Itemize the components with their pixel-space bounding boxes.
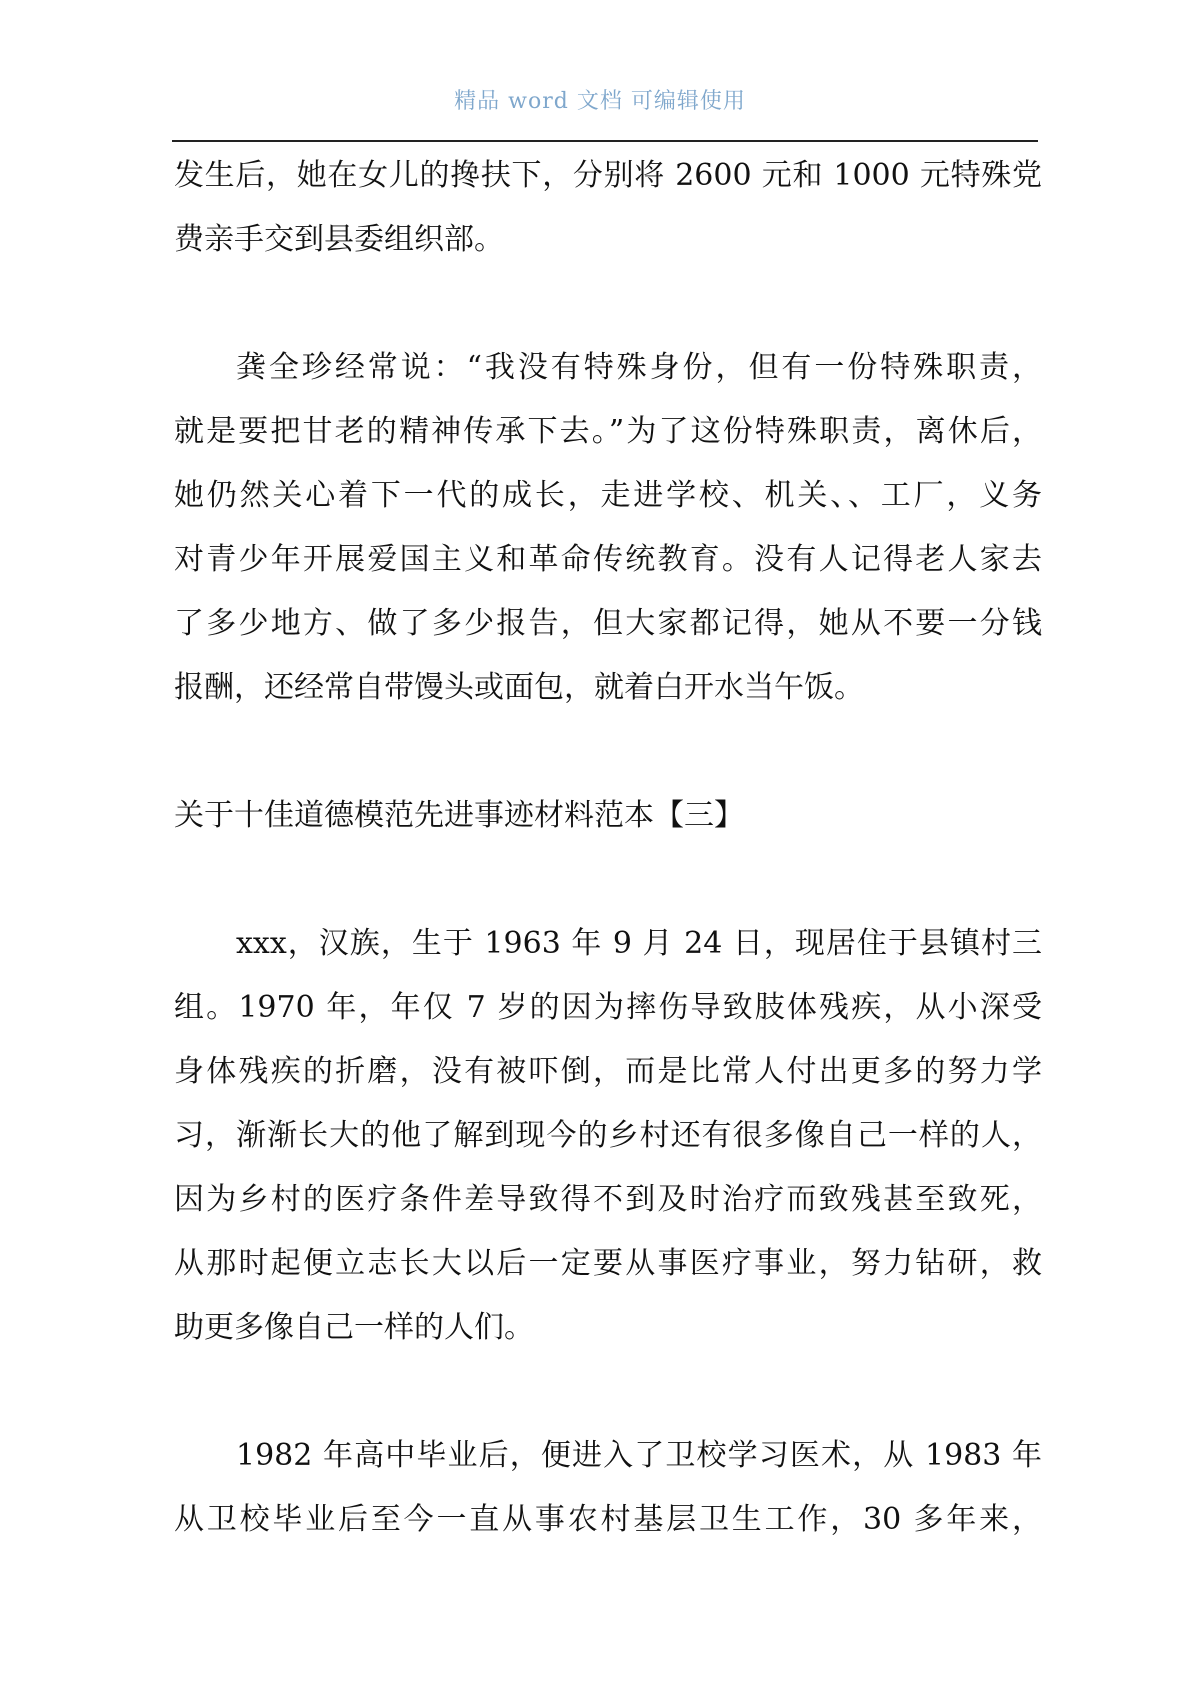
- paragraph-line: 了多少地方、做了多少报告，但大家都记得，她从不要一分钱: [174, 606, 1042, 641]
- paragraph-line: 从卫校毕业后至今一直从事农村基层卫生工作，30 多年来，: [174, 1502, 1042, 1537]
- paragraph-line: 组。1970 年，年仅 7 岁的因为摔伤导致肢体残疾，从小深受: [174, 990, 1042, 1025]
- paragraph-line: 对青少年开展爱国主义和革命传统教育。没有人记得老人家去: [174, 542, 1042, 577]
- paragraph-line: 费亲手交到县委组织部。: [174, 222, 504, 257]
- paragraph-gap: [174, 848, 1042, 912]
- paragraph-line: 龚全珍经常说：“我没有特殊身份，但有一份特殊职责，: [236, 350, 1042, 385]
- section-heading: 关于十佳道德模范先进事迹材料范本【三】: [174, 798, 744, 833]
- paragraph-line: 报酬，还经常自带馒头或面包，就着白开水当午饭。: [174, 670, 864, 705]
- paragraph-line: 助更多像自己一样的人们。: [174, 1310, 534, 1345]
- header-divider: [172, 140, 1038, 142]
- paragraph-line: 因为乡村的医疗条件差导致得不到及时治疗而致残甚至致死，: [174, 1182, 1042, 1217]
- paragraph-line: 发生后，她在女儿的搀扶下，分别将 2600 元和 1000 元特殊党: [174, 158, 1042, 193]
- paragraph-line: 习，渐渐长大的他了解到现今的乡村还有很多像自己一样的人，: [174, 1118, 1042, 1153]
- paragraph-line: 就是要把甘老的精神传承下去。”为了这份特殊职责，离休后，: [174, 414, 1042, 449]
- paragraph-gap: [174, 720, 1042, 784]
- paragraph-line: xxx，汉族，生于 1963 年 9 月 24 日，现居住于县镇村三: [236, 926, 1042, 961]
- paragraph-line: 1982 年高中毕业后，便进入了卫校学习医术，从 1983 年: [236, 1438, 1042, 1473]
- paragraph-line: 从那时起便立志长大以后一定要从事医疗事业，努力钻研，救: [174, 1246, 1042, 1281]
- paragraph-line: 身体残疾的折磨，没有被吓倒，而是比常人付出更多的努力学: [174, 1054, 1042, 1089]
- paragraph-line: 她仍然关心着下一代的成长，走进学校、机关、、工厂，义务: [174, 478, 1042, 513]
- paragraph-gap: [174, 272, 1042, 336]
- paragraph-gap: [174, 1360, 1042, 1424]
- document-header: 精品 word 文档 可编辑使用: [454, 89, 746, 114]
- document-body: [174, 144, 1042, 1552]
